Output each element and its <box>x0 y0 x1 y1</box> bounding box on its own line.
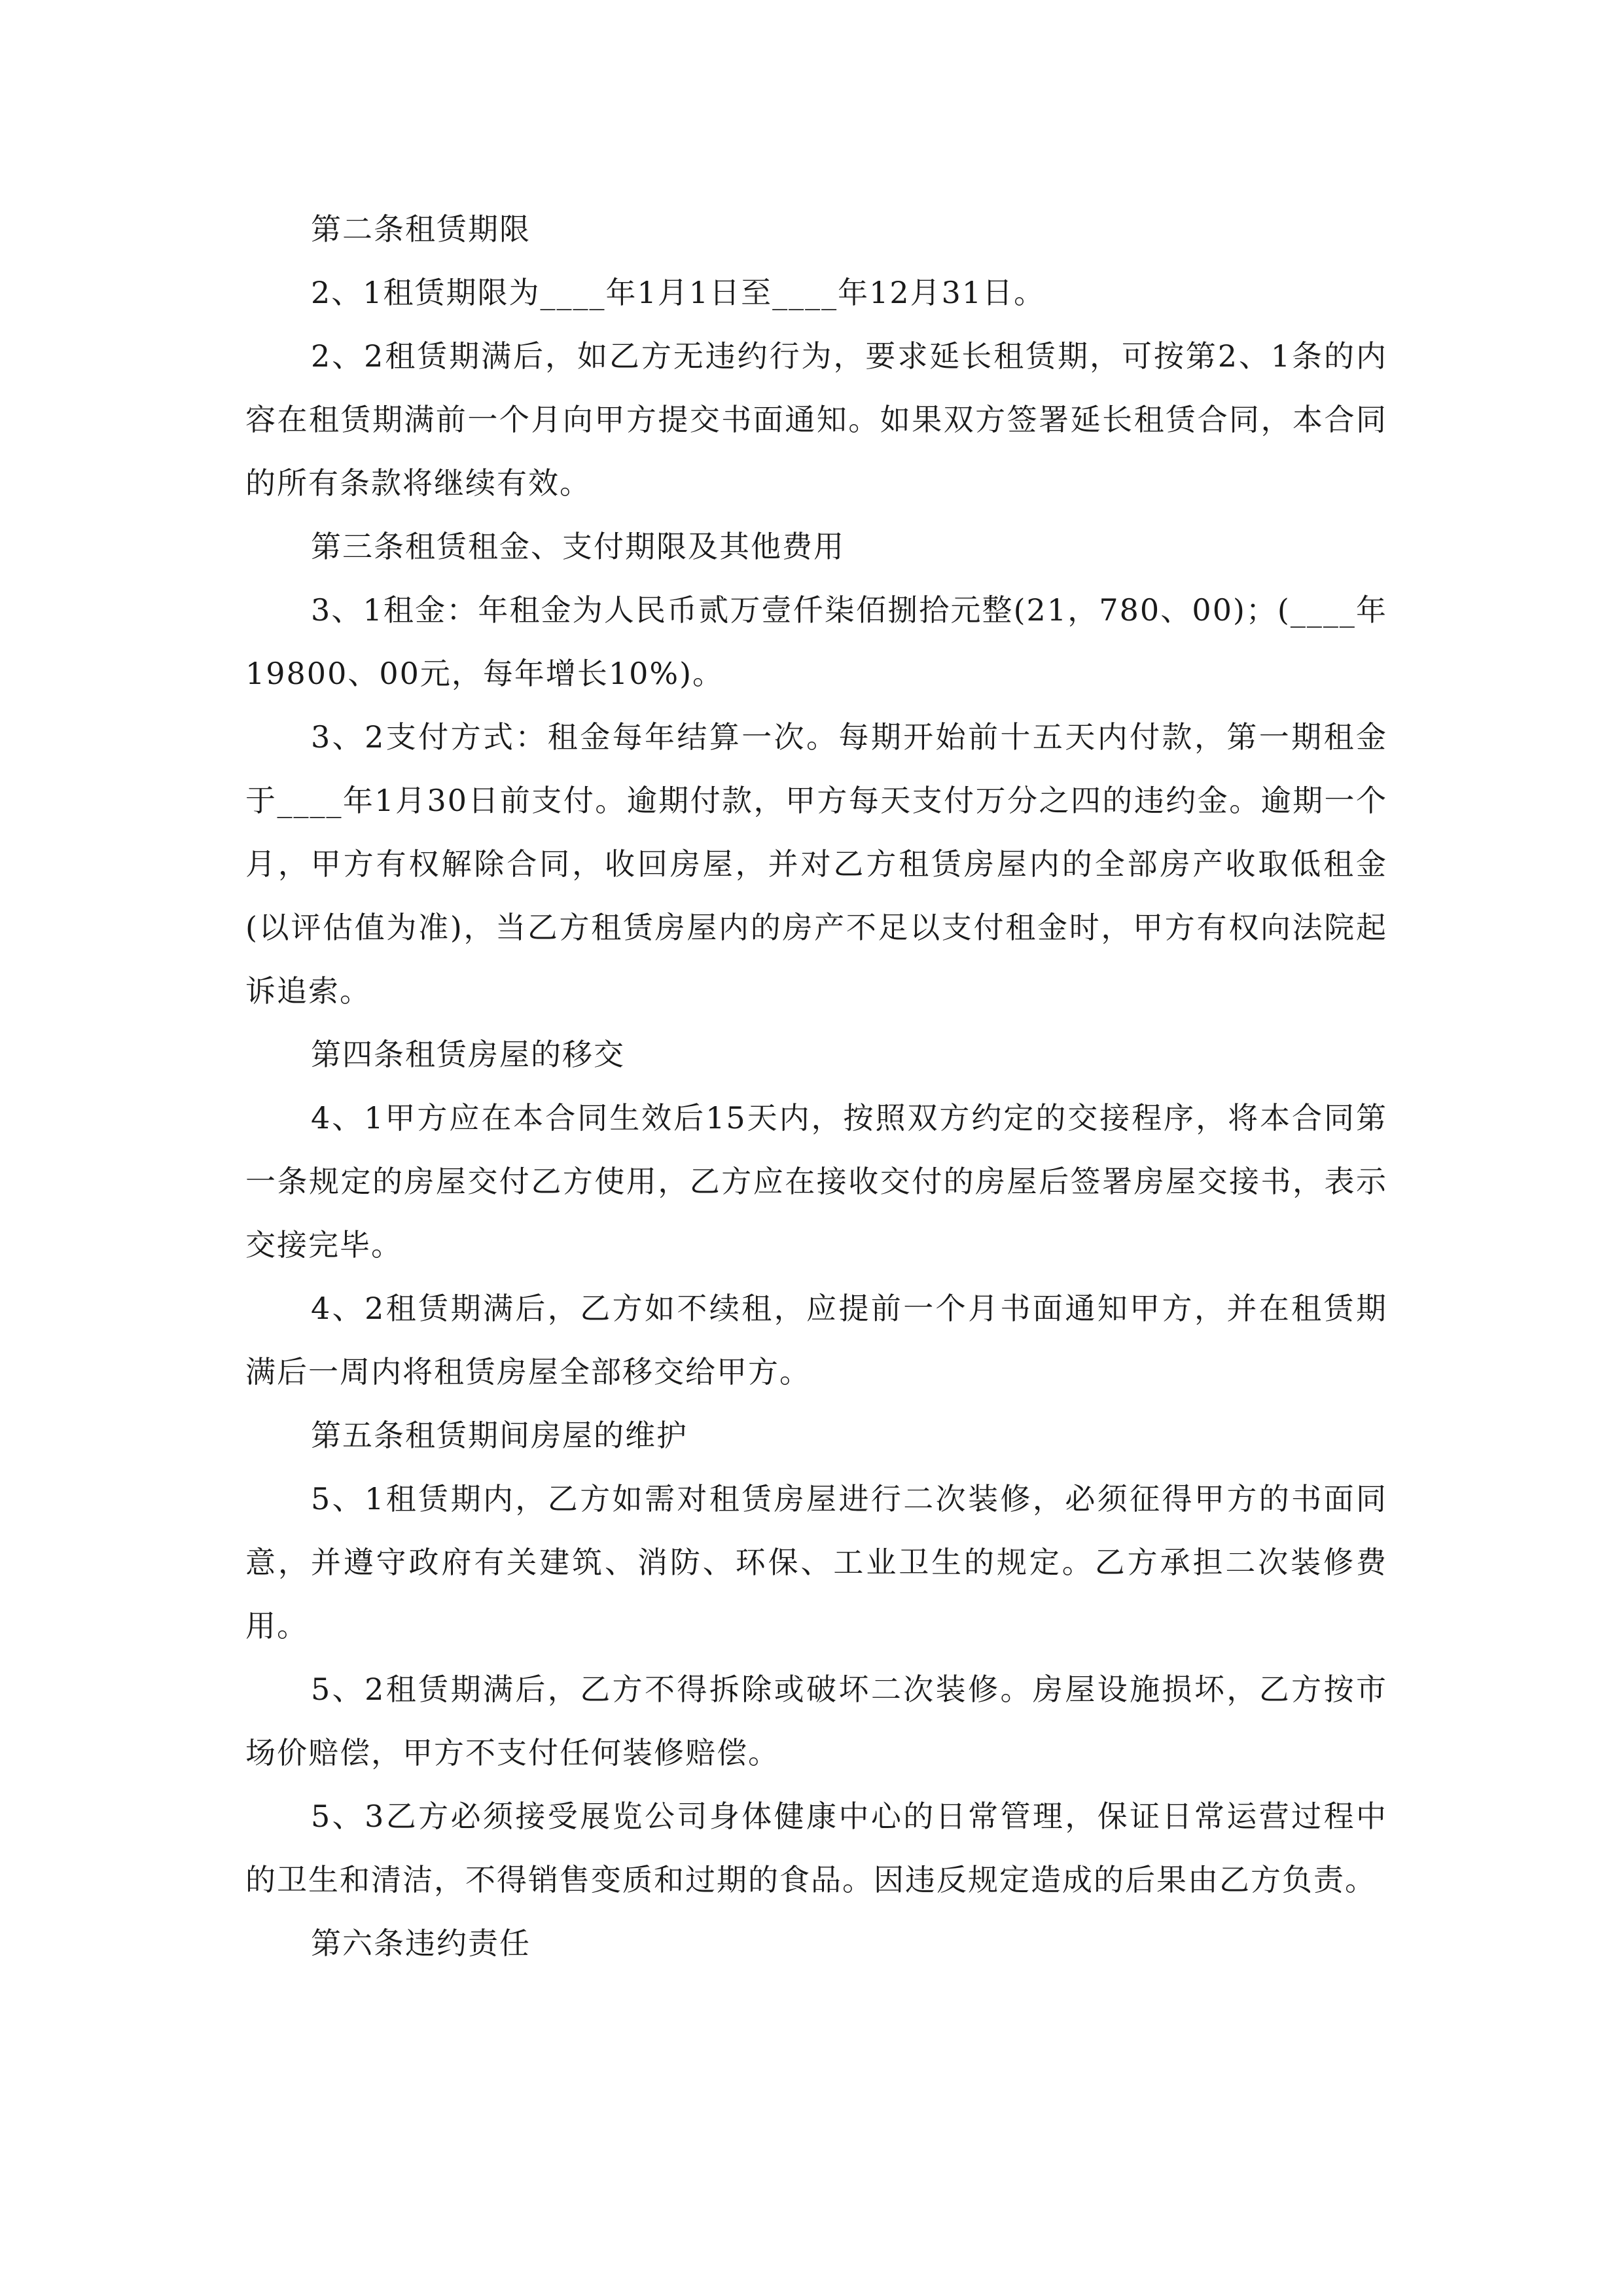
clause-4-2: 4、2租赁期满后，乙方如不续租，应提前一个月书面通知甲方，并在租赁期满后一周内将租赁房屋全部移交给甲方。 <box>245 1291 1387 1390</box>
clause-4-1: 4、1甲方应在本合同生效后15天内，按照双方约定的交接程序，将本合同第一条规定的房屋交付乙方使用，乙方应在接收交付的房屋后签署房屋交接书，表示交接完毕。 <box>245 1100 1387 1263</box>
section-heading-liability: 第六条违约责任 <box>311 1926 531 1961</box>
clause-3-2: 3、2支付方式：租金每年结算一次。每期开始前十五天内付款，第一期租金于____年1月30日前支付。逾期付款，甲方每天支付万分之四的违约金。逾期一个月，甲方有权解除合同，收回房屋，并对乙方租赁房屋内的全部房产收取低租金(以评估值为准)，当乙方租赁房屋内的房产不足以支付租金时，甲方有权向法院起诉追索。 <box>245 719 1387 1009</box>
section-heading-handover: 第四条租赁房屋的移交 <box>311 1037 625 1072</box>
section-heading-term: 第二条租赁期限 <box>311 211 531 247</box>
clause-2-2: 2、2租赁期满后，如乙方无违约行为，要求延长租赁期，可按第2、1条的内容在租赁期满前一个月向甲方提交书面通知。如果双方签署延长租赁合同，本合同的所有条款将继续有效。 <box>245 338 1387 501</box>
clause-5-3: 5、3乙方必须接受展览公司身体健康中心的日常管理，保证日常运营过程中的卫生和清洁，不得销售变质和过期的食品。因违反规定造成的后果由乙方负责。 <box>245 1799 1387 1897</box>
section-heading-rent: 第三条租赁租金、支付期限及其他费用 <box>311 529 845 564</box>
clause-5-1: 5、1租赁期内，乙方如需对租赁房屋进行二次装修，必须征得甲方的书面同意，并遵守政府有关建筑、消防、环保、工业卫生的规定。乙方承担二次装修费用。 <box>245 1481 1387 1643</box>
contract-body <box>245 198 1387 1975</box>
clause-2-1: 2、1租赁期限为____年1月1日至____年12月31日。 <box>311 275 1046 310</box>
clause-5-2: 5、2租赁期满后，乙方不得拆除或破坏二次装修。房屋设施损坏，乙方按市场价赔偿，甲方不支付任何装修赔偿。 <box>245 1672 1387 1770</box>
section-heading-maintenance: 第五条租赁期间房屋的维护 <box>311 1418 688 1453</box>
clause-3-1: 3、1租金：年租金为人民币贰万壹仟柒佰捌拾元整(21，780、00)；(____年19800、00元，每年增长10%)。 <box>245 592 1387 691</box>
